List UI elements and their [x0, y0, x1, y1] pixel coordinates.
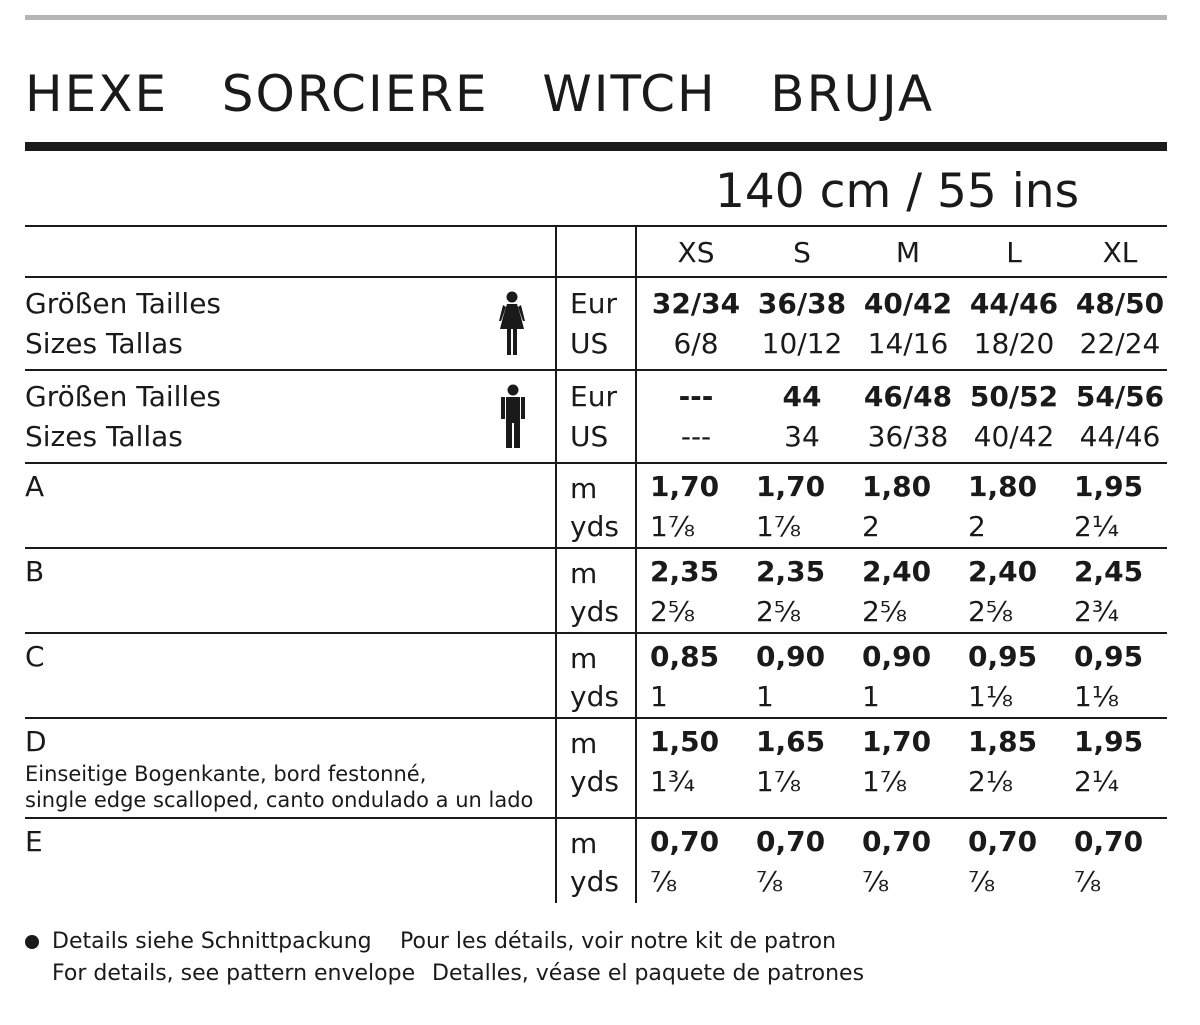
size-value: --- — [678, 380, 714, 413]
view-label: B — [25, 555, 45, 588]
page-title: HEXE SORCIERE WITCH BRUJA — [25, 65, 935, 123]
unit-label: m — [570, 727, 598, 760]
view-label: D — [25, 725, 47, 758]
unit-label: yds — [570, 680, 619, 713]
meters-value: 1,85 — [968, 725, 1038, 758]
unit-label: Eur — [570, 380, 617, 413]
yards-value: 1¾ — [650, 765, 695, 798]
size-value: 44/46 — [969, 287, 1059, 320]
yards-value: 1 — [862, 680, 880, 713]
size-value: 48/50 — [1075, 287, 1165, 320]
size-value: 40/42 — [973, 420, 1055, 453]
meters-value: 0,95 — [1074, 640, 1144, 673]
size-value: 44 — [782, 380, 822, 413]
table-rule — [25, 547, 1167, 549]
yards-value: 2⅝ — [650, 595, 695, 628]
unit-label: m — [570, 642, 598, 675]
meters-value: 0,90 — [862, 640, 932, 673]
size-value: 50/52 — [969, 380, 1059, 413]
unit-label: yds — [570, 510, 619, 543]
meters-value: 1,70 — [756, 470, 826, 503]
row-label: Größen Tailles — [25, 287, 222, 320]
size-value: 34 — [784, 420, 820, 453]
yards-value: 2¼ — [1074, 510, 1119, 543]
yards-value: 2 — [862, 510, 880, 543]
meters-value: 2,45 — [1074, 555, 1144, 588]
table-column-rule — [555, 226, 557, 903]
view-note: single edge scalloped, canto ondulado a un lado — [25, 788, 534, 812]
yards-value: 1⅞ — [862, 765, 907, 798]
meters-value: 0,85 — [650, 640, 720, 673]
meters-value: 1,95 — [1074, 470, 1144, 503]
table-rule — [25, 717, 1167, 719]
meters-value: 1,50 — [650, 725, 720, 758]
view-label: A — [25, 470, 45, 503]
size-value: 32/34 — [651, 287, 741, 320]
size-value: 22/24 — [1079, 327, 1161, 360]
unit-label: yds — [570, 765, 619, 798]
yards-value: 2⅝ — [862, 595, 907, 628]
meters-value: 1,70 — [862, 725, 932, 758]
size-header: L — [1006, 236, 1022, 269]
yards-value: ⅞ — [862, 865, 890, 898]
woman-figure-icon — [496, 291, 528, 357]
unit-label: m — [570, 557, 598, 590]
yards-value: ⅞ — [1074, 865, 1102, 898]
yards-value: 1⅞ — [650, 510, 695, 543]
yards-value: 1⅞ — [756, 765, 801, 798]
unit-label: m — [570, 827, 598, 860]
meters-value: 2,40 — [862, 555, 932, 588]
size-value: 44/46 — [1079, 420, 1161, 453]
row-label: Sizes Tallas — [25, 327, 183, 360]
table-rule — [25, 817, 1167, 819]
table-rule — [25, 225, 1167, 227]
size-value: 54/56 — [1075, 380, 1165, 413]
fabric-width-label: 140 cm / 55 ins — [715, 164, 1080, 219]
table-rule — [25, 632, 1167, 634]
yards-value: 1⅛ — [1074, 680, 1119, 713]
size-value: 18/20 — [973, 327, 1055, 360]
yards-value: ⅞ — [968, 865, 996, 898]
yards-value: 2⅝ — [968, 595, 1013, 628]
meters-value: 0,70 — [862, 825, 932, 858]
size-value: 36/38 — [757, 287, 847, 320]
yards-value: 1⅛ — [968, 680, 1013, 713]
view-note: Einseitige Bogenkante, bord festonné, — [25, 762, 427, 786]
meters-value: 0,70 — [756, 825, 826, 858]
meters-value: 0,70 — [650, 825, 720, 858]
yards-value: 2 — [968, 510, 986, 543]
unit-label: US — [570, 327, 609, 360]
meters-value: 1,80 — [862, 470, 932, 503]
size-value: 10/12 — [761, 327, 843, 360]
table-column-rule — [635, 226, 637, 903]
meters-value: 0,70 — [968, 825, 1038, 858]
unit-label: yds — [570, 595, 619, 628]
title-rule — [25, 142, 1167, 151]
footer-text-fr: Pour les détails, voir notre kit de patron — [400, 929, 837, 954]
size-header: XS — [677, 236, 715, 269]
footer-text-en: For details, see pattern envelope — [52, 961, 416, 986]
meters-value: 2,35 — [650, 555, 720, 588]
meters-value: 2,35 — [756, 555, 826, 588]
size-value: 46/48 — [863, 380, 953, 413]
meters-value: 1,80 — [968, 470, 1038, 503]
yards-value: 1 — [756, 680, 774, 713]
meters-value: 0,95 — [968, 640, 1038, 673]
size-value: 6/8 — [673, 327, 719, 360]
man-figure-icon — [498, 384, 528, 450]
meters-value: 1,95 — [1074, 725, 1144, 758]
size-header: M — [895, 236, 921, 269]
table-rule — [25, 462, 1167, 464]
view-label: C — [25, 640, 45, 673]
footer-text-es: Detalles, véase el paquete de patrones — [432, 961, 865, 986]
unit-label: Eur — [570, 287, 617, 320]
yards-value: 1⅞ — [756, 510, 801, 543]
yards-value: 2¼ — [1074, 765, 1119, 798]
size-header: XL — [1102, 236, 1138, 269]
size-header: S — [793, 236, 811, 269]
unit-label: m — [570, 472, 598, 505]
meters-value: 1,65 — [756, 725, 826, 758]
footer-text-de: Details siehe Schnittpackung — [52, 929, 372, 954]
yards-value: 1 — [650, 680, 668, 713]
size-value: --- — [680, 420, 712, 453]
top-rule — [25, 15, 1167, 20]
meters-value: 0,90 — [756, 640, 826, 673]
meters-value: 2,40 — [968, 555, 1038, 588]
unit-label: yds — [570, 865, 619, 898]
yards-value: 2⅝ — [756, 595, 801, 628]
yards-value: 2¾ — [1074, 595, 1119, 628]
row-label: Größen Tailles — [25, 380, 222, 413]
size-value: 14/16 — [867, 327, 949, 360]
size-value: 40/42 — [863, 287, 953, 320]
meters-value: 1,70 — [650, 470, 720, 503]
table-rule — [25, 276, 1167, 278]
yards-value: ⅞ — [650, 865, 678, 898]
meters-value: 0,70 — [1074, 825, 1144, 858]
row-label: Sizes Tallas — [25, 420, 183, 453]
bullet-icon — [25, 935, 39, 949]
yards-value: ⅞ — [756, 865, 784, 898]
table-rule — [25, 369, 1167, 371]
unit-label: US — [570, 420, 609, 453]
size-value: 36/38 — [867, 420, 949, 453]
view-label: E — [25, 825, 43, 858]
yards-value: 2⅛ — [968, 765, 1013, 798]
